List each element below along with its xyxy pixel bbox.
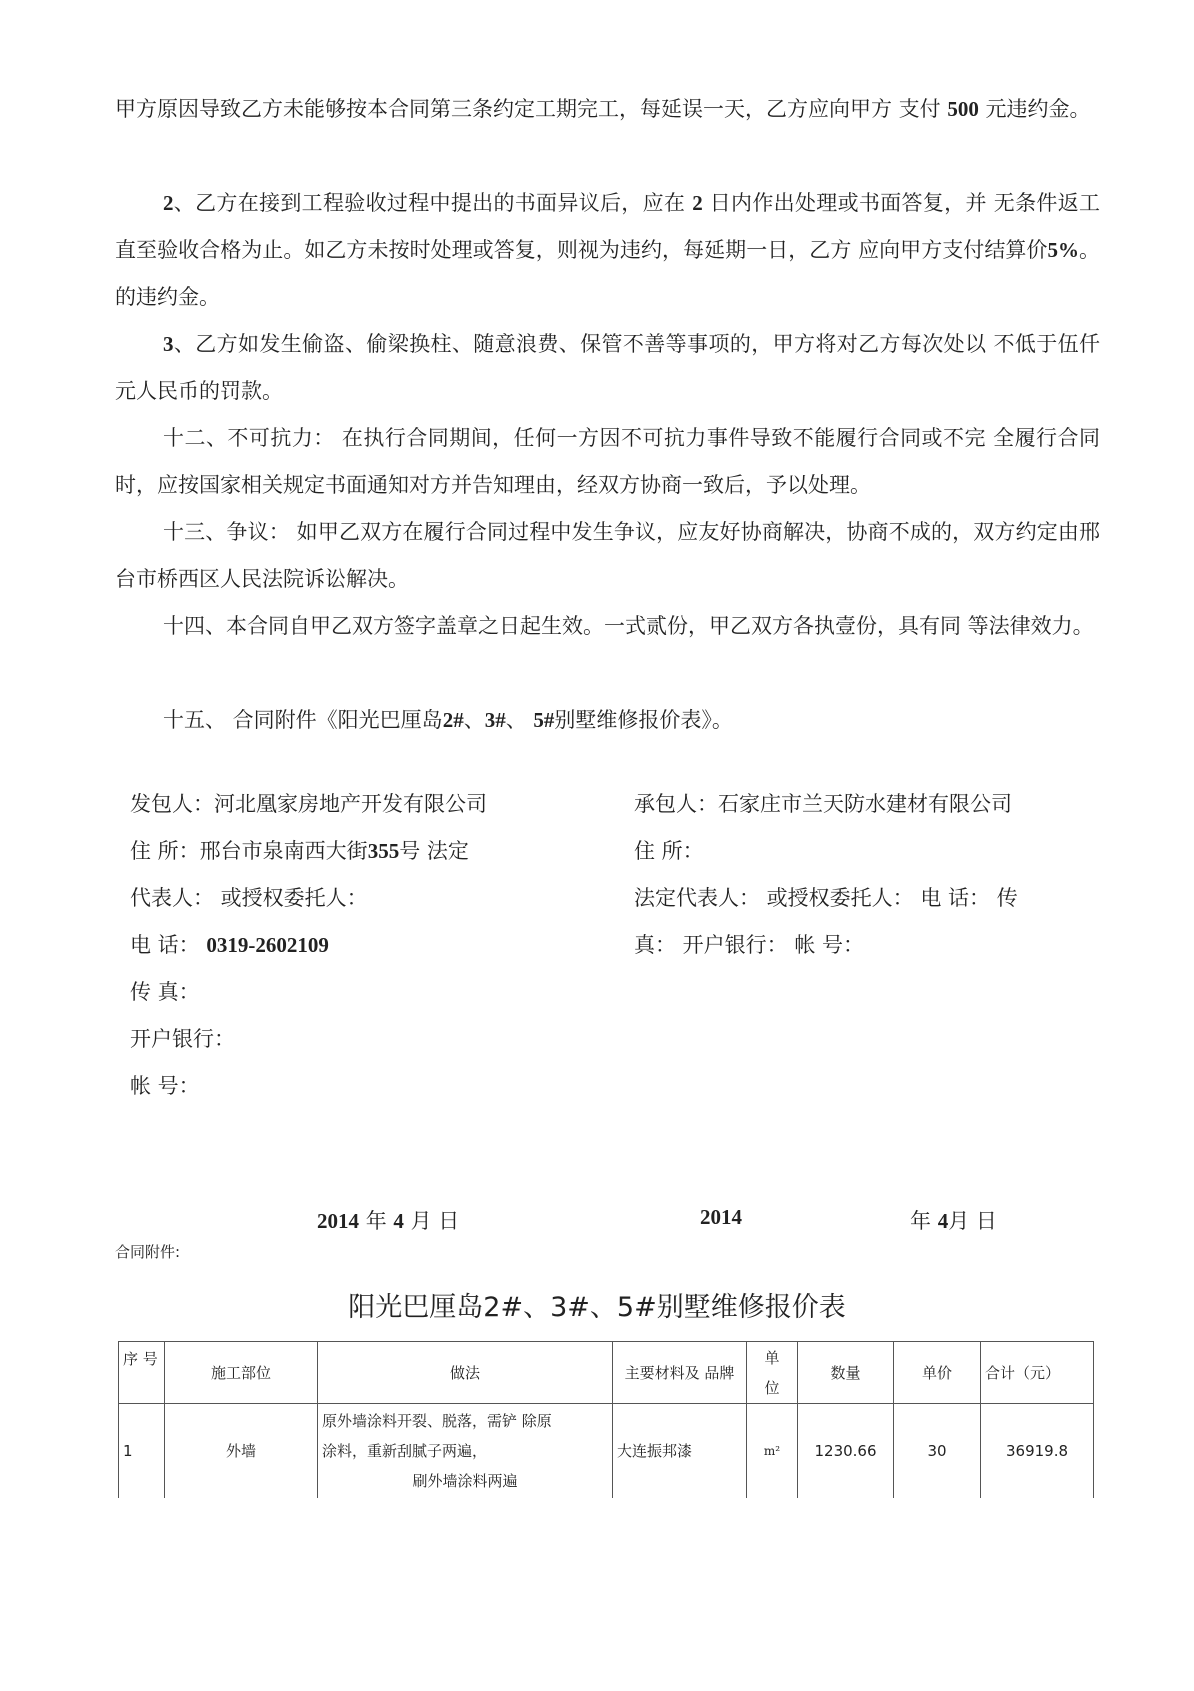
header-method: 做法 [318, 1342, 613, 1404]
party-a-address: 住 所：邢台市泉南西大街355号 法定 [130, 839, 469, 863]
party-b-bank: 真： 开户银行： 帐 号： [634, 933, 865, 957]
cell-no: 1 [119, 1404, 165, 1499]
method-line: 原外墙涂料开裂、脱落，需铲 除原 [322, 1412, 552, 1430]
party-a-date: 2014 年 4 月 日 [317, 1209, 460, 1233]
cell-price: 30 [894, 1404, 981, 1499]
party-a-phone: 电 话： 0319-2602109 [130, 933, 329, 957]
party-a-block [130, 781, 487, 1110]
method-line: 涂料，重新刮腻子两遍， [322, 1442, 488, 1460]
header-price: 单价 [894, 1342, 981, 1404]
party-a-bank: 开户银行： [130, 1027, 235, 1051]
header-material: 主要材料及 品牌 [613, 1342, 747, 1404]
cell-material: 大连振邦漆 [613, 1404, 747, 1499]
header-unit: 单位 [747, 1342, 798, 1404]
paragraph-force-majeure: 十二、不可抗力： 在执行合同期间，任何一方因不可抗力事件导致不能履行合同或不完 全履行合同时，应按国家相关规定书面通知对方并告知理由，经双方协商一致后，予以处理。 [115, 426, 1100, 497]
paragraph-effect: 十四、本合同自甲乙双方签字盖章之日起生效。一式贰份，甲乙双方各执壹份，具有同 等法律效力。 [163, 614, 1094, 638]
table-title: 阳光巴厘岛2#、3#、5#别墅维修报价表 [348, 1292, 846, 1323]
method-line: 刷外墙涂料两遍 [412, 1472, 518, 1490]
party-b-date: 年 4月 日 [910, 1209, 997, 1233]
party-b-address: 住 所： [634, 839, 704, 863]
party-b-block [634, 781, 1018, 969]
cell-qty: 1230.66 [798, 1404, 894, 1499]
party-a-fax: 传 真： [130, 980, 200, 1004]
party-b-date-year: 2014 [700, 1205, 742, 1229]
header-no: 序 号 [119, 1342, 165, 1404]
cell-method [318, 1404, 613, 1499]
cell-unit: m² [747, 1404, 798, 1499]
paragraph-penalty-3: 3、乙方如发生偷盗、偷梁换柱、随意浪费、保管不善等事项的，甲方将对乙方每次处以 不低于伍仟元人民币的罚款。 [115, 332, 1100, 403]
header-part: 施工部位 [165, 1342, 318, 1404]
table-header-row [119, 1342, 1094, 1404]
table-row [119, 1404, 1094, 1499]
cell-part: 外墙 [165, 1404, 318, 1499]
paragraph-penalty-1: 甲方原因导致乙方未能够按本合同第三条约定工期完工，每延误一天，乙方应向甲方 支付 500 元违约金。 [115, 97, 1091, 121]
paragraph-penalty-2: 2、乙方在接到工程验收过程中提出的书面异议后，应在 2 日内作出处理或书面答复，并 无条件返工直至验收合格为止。如乙方未按时处理或答复，则视为违约，每延期一日，乙方 应向甲方支付结算价5%。的违约金。 [115, 191, 1101, 309]
paragraph-dispute: 十三、争议： 如甲乙双方在履行合同过程中发生争议，应友好协商解决，协商不成的，双方约定由邢 台市桥西区人民法院诉讼解决。 [115, 520, 1100, 591]
attachment-note: 合同附件: [115, 1243, 181, 1261]
header-qty: 数量 [798, 1342, 894, 1404]
party-b-name: 承包人：石家庄市兰天防水建材有限公司 [634, 792, 1012, 816]
party-a-name: 发包人：河北凰家房地产开发有限公司 [130, 792, 487, 816]
header-total: 合计（元） [981, 1342, 1094, 1404]
paragraph-attachment: 十五、 合同附件《阳光巴厘岛2#、3#、 5#别墅维修报价表》。 [163, 708, 733, 732]
party-a-rep: 代表人： 或授权委托人： [130, 886, 368, 910]
cell-total: 36919.8 [981, 1404, 1094, 1499]
quote-table [118, 1341, 1094, 1498]
party-b-rep: 法定代表人： 或授权委托人： 电 话： 传 [634, 886, 1018, 910]
party-a-account: 帐 号： [130, 1074, 200, 1098]
